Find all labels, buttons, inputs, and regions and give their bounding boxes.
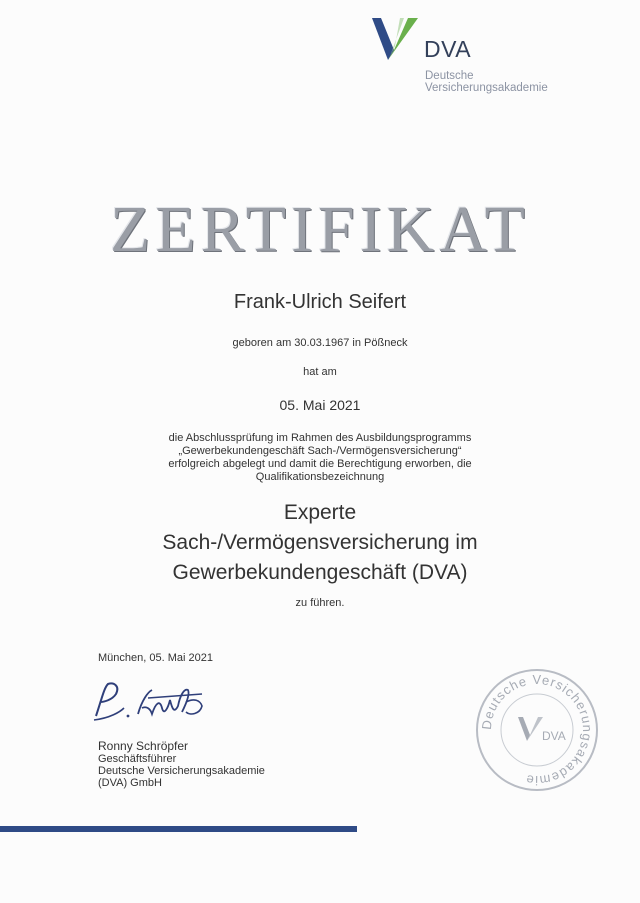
signer-org-line-1: Deutsche Versicherungsakademie [98,765,265,777]
handwritten-signature [90,678,210,728]
dva-logo [372,16,572,96]
certificate-title: ZERTIFIKAT [110,193,530,266]
qualification-line-3: Gewerbekundengeschäft (DVA) [172,561,468,584]
svg-text:Deutsche Versicherungsakademie: Deutsche Versicherungsakademie [478,671,596,789]
signer-name: Ronny Schröpfer [98,739,189,753]
dva-seal-stamp [472,665,602,795]
dva-v-logo-icon [372,16,424,62]
recipient-name: Frank-Ulrich Seifert [233,291,407,313]
body-text-line-4: Qualifikationsbezeichnung [255,471,385,483]
hat-am-text: hat am [303,366,337,378]
svg-text:DVA: DVA [542,729,566,743]
body-text-line-2: „Gewerbekundengeschäft Sach-/Vermögensversicherung“ [178,445,462,457]
logo-sub-line2: Versicherungsakademie [425,82,548,94]
place-date: München, 05. Mai 2021 [98,652,213,664]
body-text-line-1: die Abschlussprüfung im Rahmen des Ausbildungsprogramms [168,432,472,444]
body-text-line-3: erfolgreich abgelegt und damit die Berechtigung erworben, die [168,458,472,470]
logo-name: DVA [424,36,472,62]
signer-role: Geschäftsführer [98,753,177,765]
signer-org-line-2: (DVA) GmbH [98,777,162,789]
qualification-line-1: Experte [283,501,357,524]
zu-fuehren-text: zu führen. [295,597,345,609]
qualification-line-2: Sach-/Vermögensversicherung im [162,531,478,554]
bottom-accent-bar [0,826,357,832]
exam-date: 05. Mai 2021 [279,397,361,413]
logo-sub-line1: Deutsche [425,70,474,82]
birth-info: geboren am 30.03.1967 in Pößneck [232,337,408,349]
